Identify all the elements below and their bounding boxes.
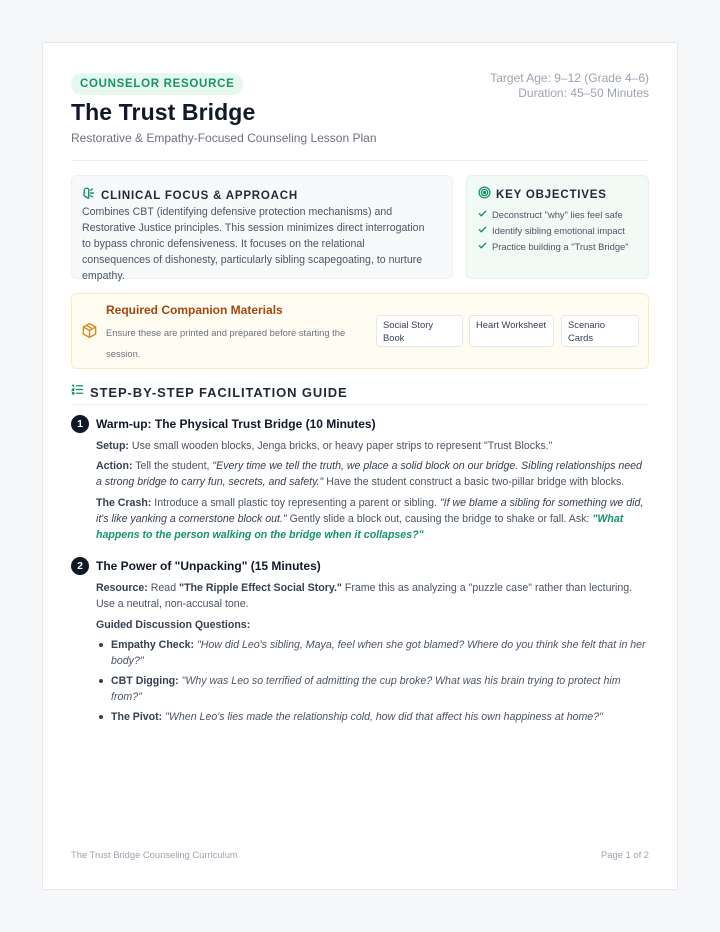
guide-heading: STEP-BY-STEP FACILITATION GUIDE	[90, 384, 348, 400]
step-1-action	[96, 458, 649, 490]
action-quote: "Every time we tell the truth, we place a solid block on our bridge. Sibling relationships need a strong bridge to carry fun, secrets, and safety."	[96, 460, 642, 488]
materials-title: Required Companion Materials	[106, 303, 283, 317]
step-1-setup	[96, 438, 649, 454]
footer-title: The Trust Bridge Counseling Curriculum	[71, 849, 238, 860]
resource-label: Resource:	[96, 582, 148, 594]
list-item	[478, 206, 629, 222]
questions-list	[111, 637, 649, 729]
step-1-crash	[96, 495, 649, 543]
list-item	[478, 222, 629, 238]
lesson-meta	[490, 71, 649, 101]
materials-desc: Ensure these are printed and prepared before starting the session.	[106, 327, 346, 359]
question-text: "When Leo's lies made the relationship cold, how did that affect his own happiness at home?"	[165, 711, 603, 723]
objective-text: Practice building a "Trust Bridge"	[492, 240, 629, 252]
materials-callout	[71, 293, 649, 369]
material-chip: Heart Worksheet	[469, 315, 554, 347]
target-age: Target Age: 9–12 (Grade 4–6)	[490, 71, 649, 85]
clinical-focus-heading: CLINICAL FOCUS & APPROACH	[101, 189, 298, 202]
resource-title: "The Ripple Effect Social Story."	[179, 582, 342, 594]
check-icon	[478, 209, 487, 220]
step-number: 2	[71, 557, 89, 575]
step-title: Warm-up: The Physical Trust Bridge (10 Minutes)	[96, 417, 376, 431]
crash-label: The Crash:	[96, 497, 152, 509]
page-subtitle: Restorative & Empathy-Focused Counseling Lesson Plan	[71, 131, 377, 145]
list-item	[111, 673, 649, 705]
step-number: 1	[71, 415, 89, 433]
resource-pre: Read	[150, 582, 177, 594]
step-2-resource	[96, 580, 649, 612]
objectives-list	[478, 206, 629, 254]
crash-question: "What happens to the person walking on the bridge when it collapses?"	[96, 513, 624, 541]
action-pre: Tell the student,	[135, 460, 210, 472]
page-number: Page 1 of 2	[601, 849, 649, 860]
document-page	[42, 42, 678, 890]
crash-quote: "If we blame a sibling for something we did, it's like yanking a cornerstone block out."	[96, 497, 644, 525]
header-divider	[71, 160, 649, 161]
guide-divider	[71, 404, 649, 405]
resource-badge: COUNSELOR RESOURCE	[71, 73, 243, 95]
package-icon	[81, 322, 98, 344]
objective-text: Deconstruct "why" lies feel safe	[492, 208, 623, 220]
list-item	[111, 637, 649, 669]
page-title: The Trust Bridge	[71, 99, 256, 125]
list-item	[111, 709, 649, 725]
key-objectives-card	[466, 175, 649, 279]
clinical-focus-card	[71, 175, 453, 282]
question-label: The Pivot:	[111, 711, 163, 723]
objective-text: Identify sibling emotional impact	[492, 224, 625, 236]
check-icon	[478, 241, 487, 252]
material-chip: Scenario Cards	[561, 315, 639, 347]
resource-post: Frame this as analyzing a "puzzle case" rather than lecturing. Use a neutral, non-accusal tone.	[96, 582, 633, 610]
step-1-header	[71, 415, 376, 433]
step-title: The Power of "Unpacking" (15 Minutes)	[96, 559, 321, 573]
key-objectives-header	[478, 186, 607, 204]
question-label: CBT Digging:	[111, 675, 179, 687]
questions-heading: Guided Discussion Questions:	[96, 619, 251, 631]
setup-label: Setup:	[96, 440, 129, 452]
step-2-header	[71, 557, 321, 575]
action-label: Action:	[96, 460, 133, 472]
target-icon	[478, 186, 491, 204]
list-item	[478, 238, 629, 254]
brain-icon	[82, 186, 96, 205]
key-objectives-heading: KEY OBJECTIVES	[496, 189, 607, 201]
duration: Duration: 45–50 Minutes	[518, 86, 649, 100]
check-icon	[478, 225, 487, 236]
material-chip: Social Story Book	[376, 315, 463, 347]
list-icon	[71, 383, 84, 401]
clinical-focus-header	[82, 186, 298, 205]
setup-text: Use small wooden blocks, Jenga bricks, or heavy paper strips to represent "Trust Blocks."	[131, 440, 553, 452]
clinical-focus-body: Combines CBT (identifying defensive protection mechanisms) and Restorative Justice principles. This session minimizes direct interrogation to bypass chronic defensiveness. It focuses on the relational consequences of dishonesty, particularly sibling scapegoating, to nurture empathy.	[82, 206, 425, 282]
question-text: "Why was Leo so terrified of admitting the cup broke? What was his brain trying to protect him from?"	[111, 675, 621, 703]
guide-header	[71, 383, 348, 401]
action-post: Have the student construct a basic two-pillar bridge with blocks.	[326, 476, 625, 488]
question-label: Empathy Check:	[111, 639, 195, 651]
question-text: "How did Leo's sibling, Maya, feel when she got blamed? Where do you think she felt that in her body?"	[111, 639, 646, 667]
crash-post: Gently slide a block out, causing the bridge to shake or fall. Ask:	[289, 513, 590, 525]
crash-pre: Introduce a small plastic toy representing a parent or sibling.	[154, 497, 437, 509]
